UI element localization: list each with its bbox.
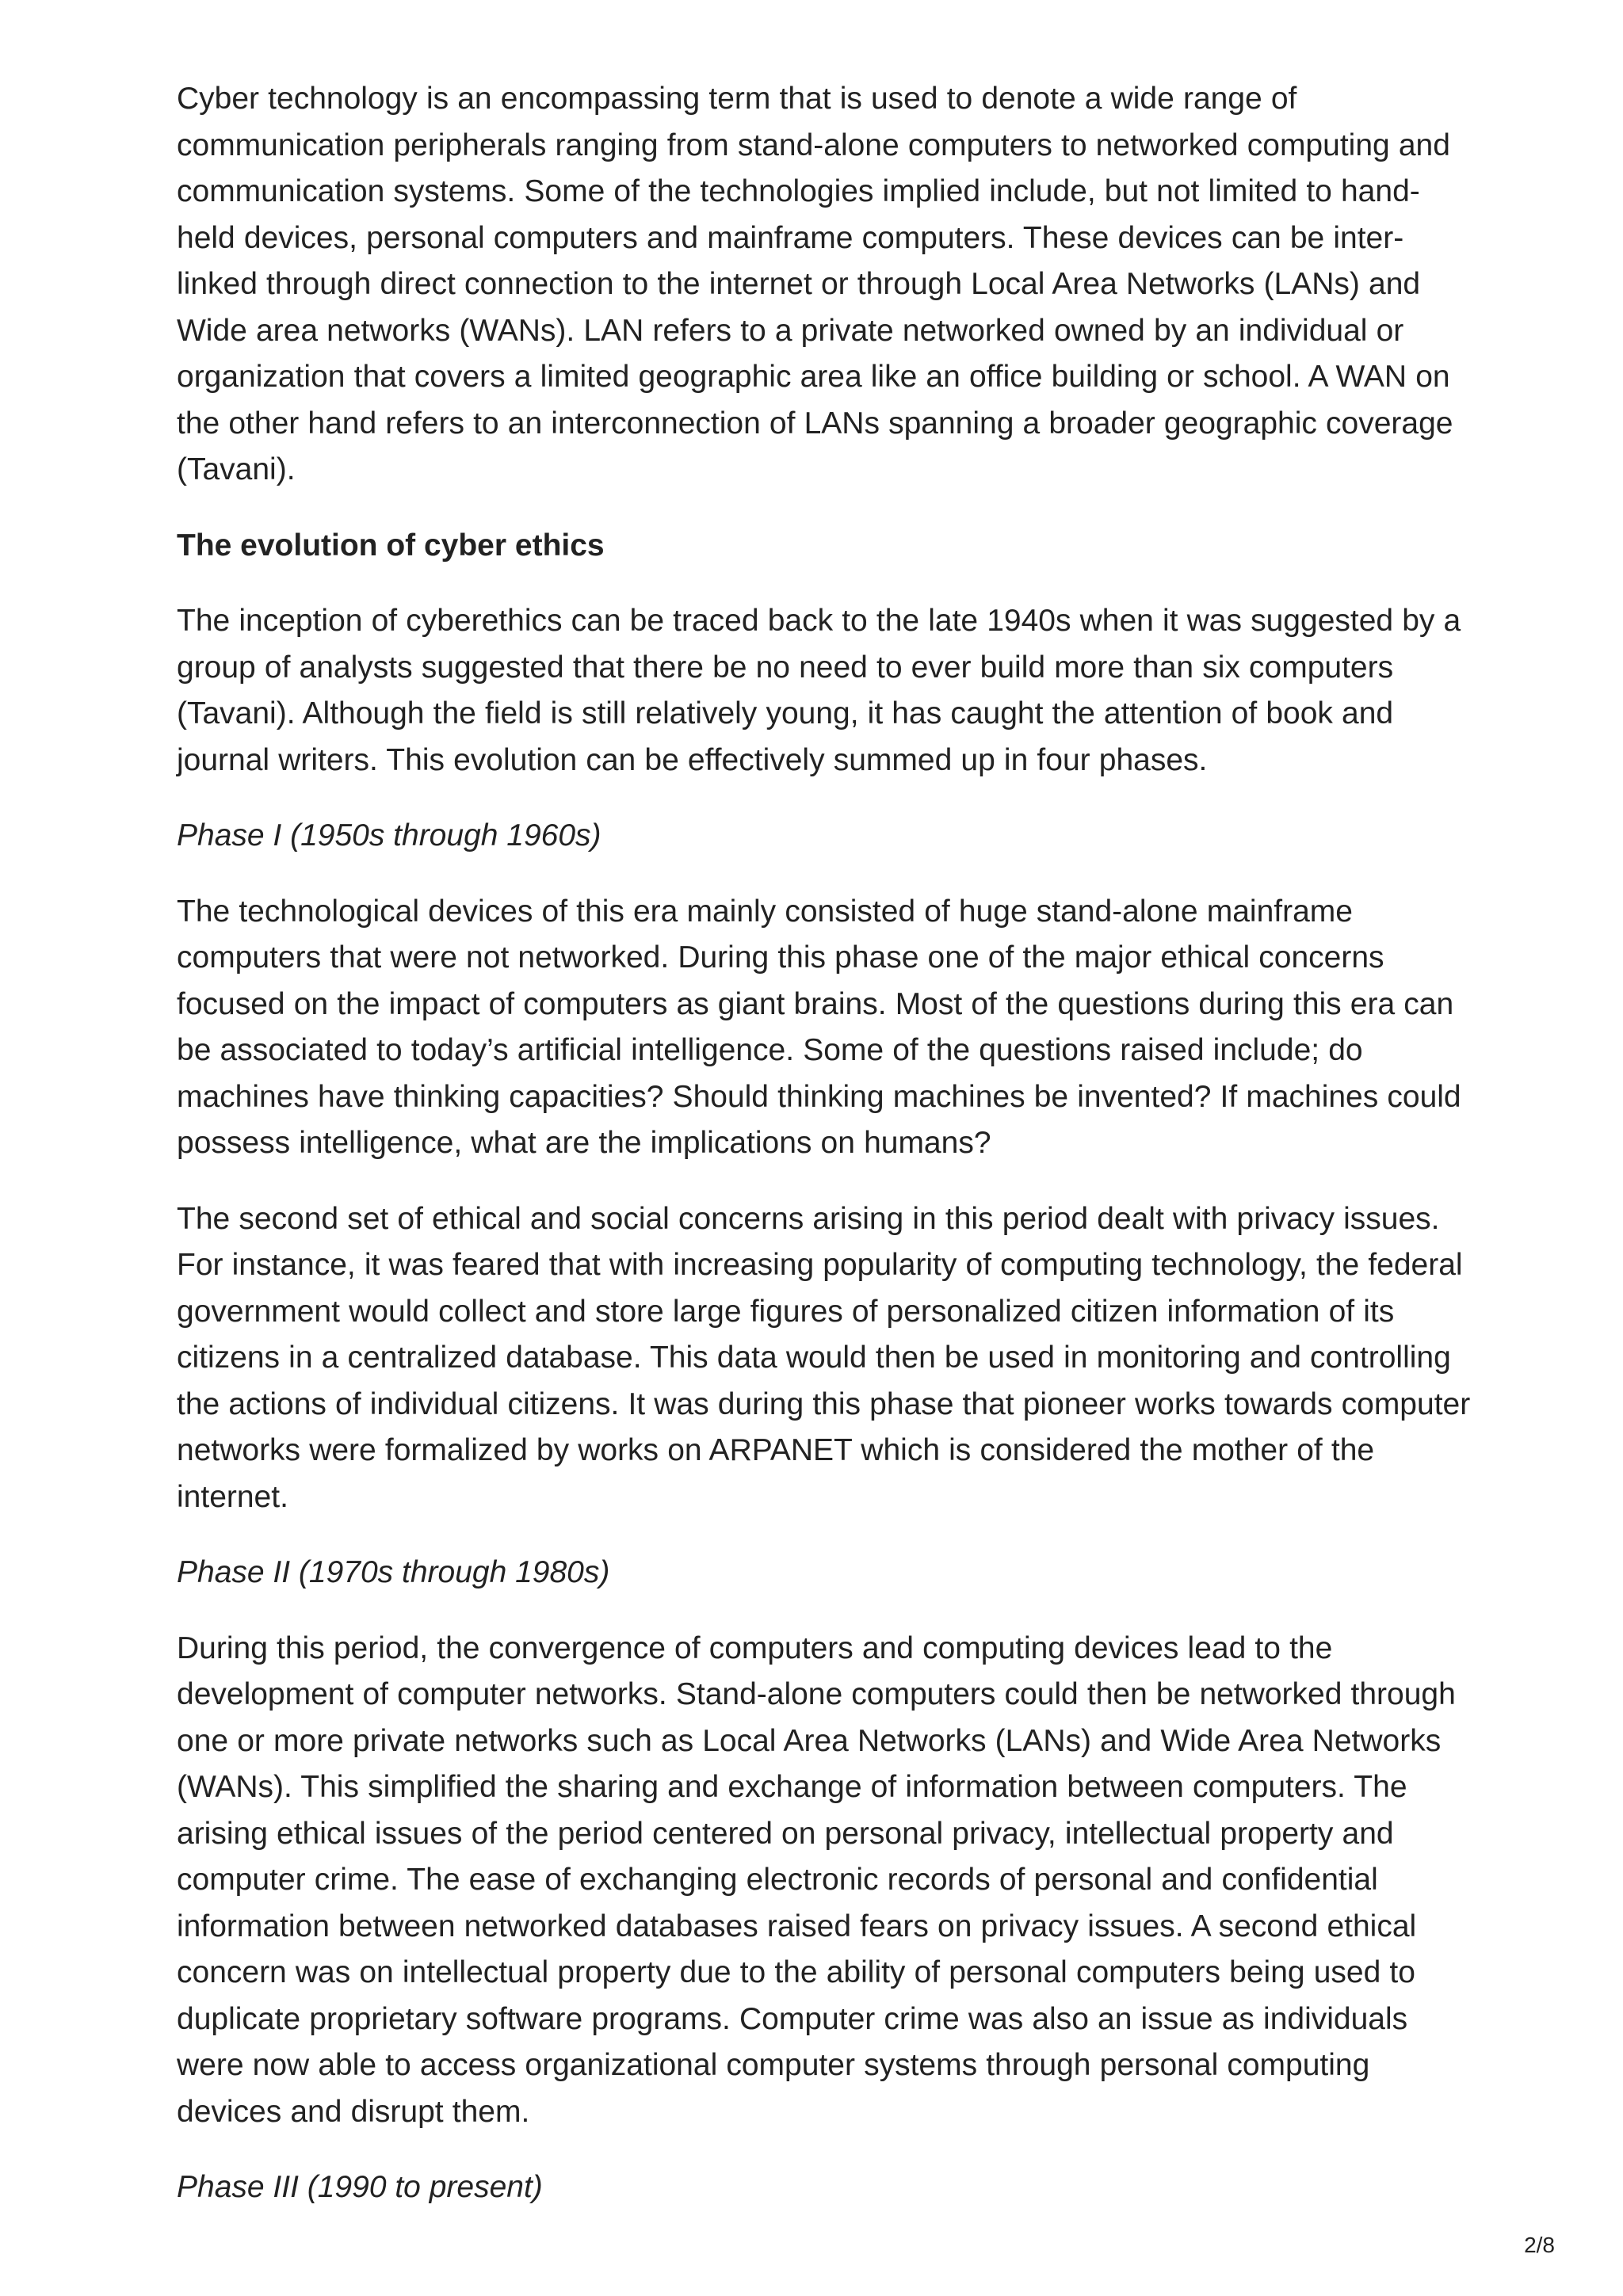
evolution-paragraph: The inception of cyberethics can be traced back to the late 1940s when it was suggested by a group of analysts suggested that there be no need to ever build more than six computers (Tavani). Although the field is still relatively young, it has caught the attention of book and journal writers. This evolution can be effectively summed up in four phases. [177, 604, 1461, 777]
phase1-paragraph-2: The second set of ethical and social concerns arising in this period dealt with privacy issues. For instance, it was feared that with increasing popularity of computing technology, the federal government would collect and store large figures of personalized citizen information of its citizens in a centralized database. This data would then be used in monitoring and controlling the actions of individual citizens. It was during this phase that pioneer works towards computer networks were formalized by works on ARPANET which is considered the mother of the internet. [177, 1201, 1471, 1514]
phase3-heading: Phase III (1990 to present) [177, 2170, 543, 2204]
intro-paragraph: Cyber technology is an encompassing term that is used to denote a wide range of communication peripherals ranging from stand-alone computers to networked computing and communication systems. Some of the technologies implied include, but not limited to hand-held devices, personal computers and mainframe computers. These devices can be inter-linked through direct connection to the internet or through Local Area Networks (LANs) and Wide area networks (WANs). LAN refers to a private networked owned by an individual or organization that covers a limited geographic area like an office building or school. A WAN on the other hand refers to an interconnection of LANs spanning a broader geographic coverage (Tavani). [177, 82, 1453, 486]
phase1-paragraph-1: The technological devices of this era mainly consisted of huge stand-alone mainframe computers that were not networked. During this phase one of the major ethical concerns focused on the impact of computers as giant brains. Most of the questions during this era can be associated to today’s artificial intelligence. Some of the questions raised include; do machines have thinking capacities? Should thinking machines be invented? If machines could possess intelligence, what are the implications on humans? [177, 894, 1461, 1160]
document-body [177, 76, 1476, 2241]
phase2-paragraph: During this period, the convergence of computers and computing devices lead to the development of computer networks. Stand-alone computers could then be networked through one or more private networks such as Local Area Networks (LANs) and Wide Area Networks (WANs). This simplified the sharing and exchange of information between computers. The arising ethical issues of the period centered on personal privacy, intellectual property and computer crime. The ease of exchanging electronic records of personal and confidential information between networked databases raised fears on privacy issues. A second ethical concern was on intellectual property due to the ability of personal computers being used to duplicate proprietary software programs. Computer crime was also an issue as individuals were now able to access organizational computer systems through personal computing devices and disrupt them. [177, 1630, 1456, 2129]
phase1-heading: Phase I (1950s through 1960s) [177, 818, 601, 852]
phase2-heading: Phase II (1970s through 1980s) [177, 1555, 610, 1589]
page-number: 2/8 [1524, 2233, 1555, 2257]
section-heading: The evolution of cyber ethics [177, 528, 605, 563]
